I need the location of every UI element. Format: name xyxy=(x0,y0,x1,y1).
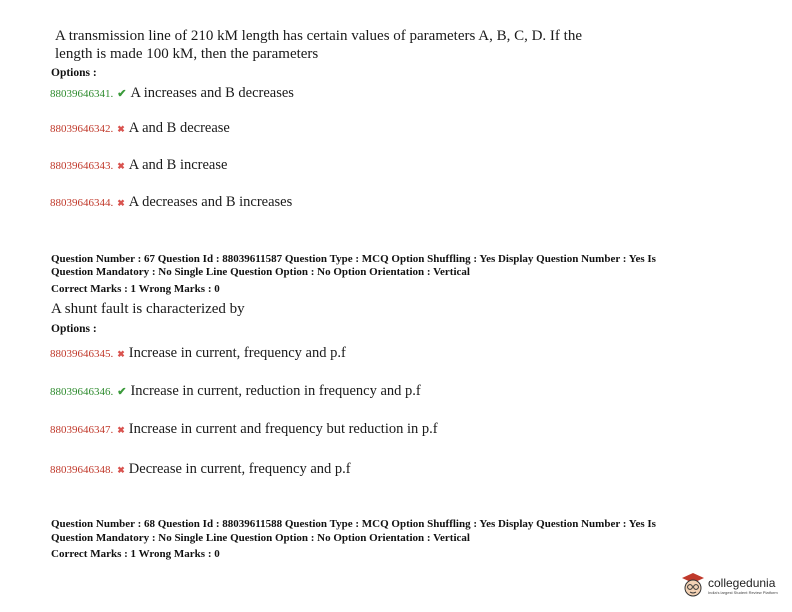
option-id: 88039646344. xyxy=(50,197,114,209)
option-text: Increase in current and frequency but reduction in p.f xyxy=(128,421,438,437)
option-row xyxy=(50,460,351,478)
option-row xyxy=(50,420,438,438)
collegedunia-logo xyxy=(680,571,778,599)
options-label: Options : xyxy=(51,67,97,79)
option-text: A and B decrease xyxy=(128,120,230,136)
option-text: A decreases and B increases xyxy=(128,194,293,210)
question-meta-line: Question Number : 68 Question Id : 88039611588 Question Type : MCQ Option Shuffling : Yes Display Question Number : Yes Is xyxy=(51,518,656,530)
option-id: 88039646348. xyxy=(50,464,114,476)
option-text: A and B increase xyxy=(128,157,228,173)
option-row xyxy=(50,344,346,362)
option-text: Increase in current, reduction in frequency and p.f xyxy=(130,383,421,399)
logo-tagline: India's largest Student Review Platform xyxy=(708,589,778,595)
option-row xyxy=(50,193,292,211)
marks-line: Correct Marks : 1 Wrong Marks : 0 xyxy=(51,283,220,295)
cross-icon: ✖ xyxy=(117,425,125,435)
option-id: 88039646347. xyxy=(50,424,114,436)
question-text: A shunt fault is characterized by xyxy=(51,301,245,317)
question-meta-line: Question Number : 67 Question Id : 88039611587 Question Type : MCQ Option Shuffling : Yes Display Question Number : Yes Is xyxy=(51,253,656,265)
question-meta-line: Question Mandatory : No Single Line Question Option : No Option Orientation : Vertical xyxy=(51,532,470,544)
option-id: 88039646342. xyxy=(50,123,114,135)
option-text: Decrease in current, frequency and p.f xyxy=(128,461,351,477)
marks-line: Correct Marks : 1 Wrong Marks : 0 xyxy=(51,548,220,560)
question-text-line: length is made 100 kM, then the parameters xyxy=(55,46,319,62)
cross-icon: ✖ xyxy=(117,161,125,171)
check-icon: ✔ xyxy=(117,386,127,398)
question-text-line: A transmission line of 210 kM length has certain values of parameters A, B, C, D. If the xyxy=(55,28,582,44)
option-row xyxy=(50,84,294,102)
options-label: Options : xyxy=(51,323,97,335)
check-icon: ✔ xyxy=(117,88,127,100)
option-id: 88039646343. xyxy=(50,160,114,172)
cross-icon: ✖ xyxy=(117,465,125,475)
option-id: 88039646341. xyxy=(50,88,114,100)
question-meta-line: Question Mandatory : No Single Line Question Option : No Option Orientation : Vertical xyxy=(51,266,470,278)
option-row xyxy=(50,156,227,174)
option-id: 88039646346. xyxy=(50,386,114,398)
option-row xyxy=(50,119,230,137)
option-id: 88039646345. xyxy=(50,348,114,360)
option-text: A increases and B decreases xyxy=(130,85,294,101)
cross-icon: ✖ xyxy=(117,124,125,134)
logo-name: collegedunia xyxy=(708,575,776,590)
cross-icon: ✖ xyxy=(117,349,125,359)
graduate-mascot-icon xyxy=(680,571,706,599)
option-row xyxy=(50,382,421,400)
option-text: Increase in current, frequency and p.f xyxy=(128,345,346,361)
cross-icon: ✖ xyxy=(117,198,125,208)
